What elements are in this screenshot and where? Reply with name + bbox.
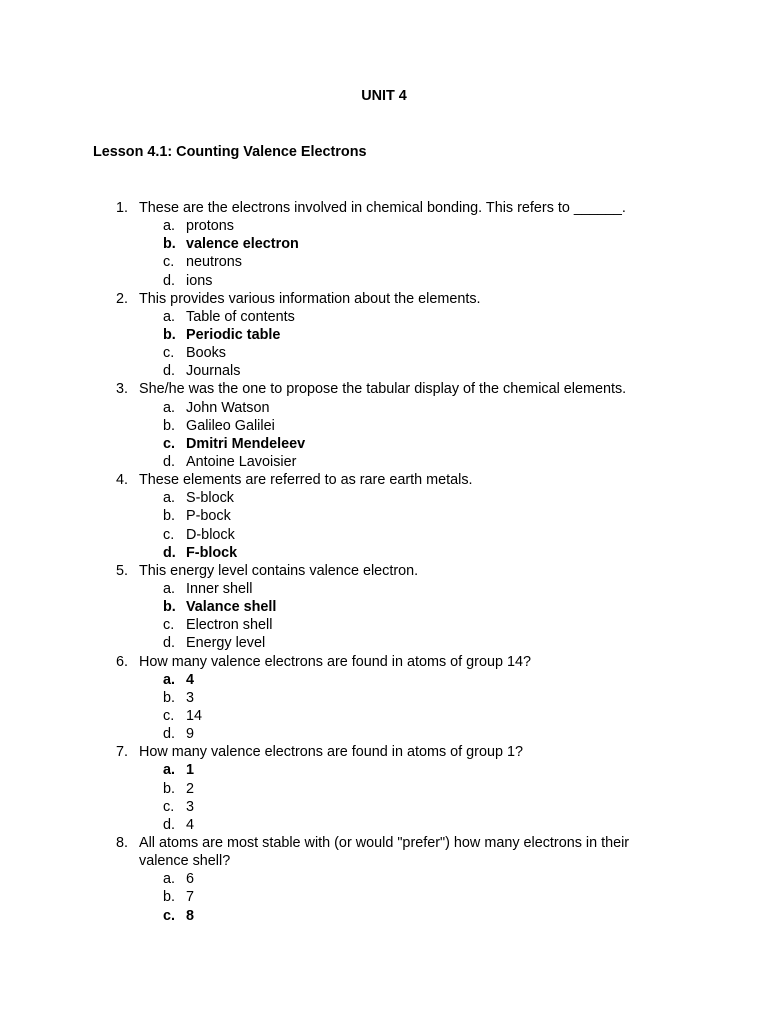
option-letter: a.	[163, 581, 176, 598]
option-letter: b.	[163, 599, 176, 616]
option-letter: b.	[163, 417, 176, 434]
option-letter: c.	[163, 708, 175, 725]
answer-option	[0, 725, 768, 743]
option-text: S-block	[186, 490, 234, 507]
option-text: D-block	[186, 526, 235, 543]
option-letter: a.	[163, 218, 176, 235]
question-number: 6.	[116, 653, 129, 670]
option-letter: c.	[163, 254, 175, 271]
option-text: 3	[186, 689, 195, 706]
answer-option	[0, 253, 768, 271]
lesson-title: Lesson 4.1: Counting Valence Electrons	[93, 144, 367, 160]
option-text: 7	[186, 889, 195, 906]
answer-option	[0, 217, 768, 235]
question-text: She/he was the one to propose the tabular display of the chemical elements.	[139, 381, 627, 398]
question-number: 3.	[116, 381, 129, 398]
option-text: neutrons	[186, 254, 243, 271]
answer-option	[0, 634, 768, 652]
option-letter: d.	[163, 272, 176, 289]
option-text: protons	[186, 218, 234, 235]
question-item	[0, 290, 768, 381]
option-letter: b.	[163, 780, 176, 797]
option-letter: a.	[163, 399, 176, 416]
question-item	[0, 199, 768, 290]
option-text: Valance shell	[186, 599, 277, 616]
option-letter: b.	[163, 236, 176, 253]
option-letter: d.	[163, 635, 176, 652]
question-item	[0, 834, 768, 925]
option-letter: c.	[163, 617, 175, 634]
answer-option	[0, 888, 768, 906]
answer-option	[0, 362, 768, 380]
question-text: These are the electrons involved in chemical bonding. This refers to ______.	[139, 200, 626, 216]
question-item	[0, 562, 768, 653]
option-text: 9	[186, 726, 195, 743]
question-item	[0, 380, 768, 471]
question-text: These elements are referred to as rare earth metals.	[139, 472, 473, 489]
option-text: 8	[186, 907, 195, 924]
answer-option-correct	[0, 598, 768, 616]
option-letter: c.	[163, 907, 176, 924]
question-number: 2.	[116, 290, 129, 307]
option-letter: a.	[163, 490, 176, 507]
answer-option	[0, 580, 768, 598]
option-text: 4	[186, 671, 195, 688]
option-text: 1	[186, 762, 195, 779]
answer-option-correct	[0, 671, 768, 689]
question-number: 5.	[116, 562, 129, 579]
answer-option	[0, 798, 768, 816]
question-item	[0, 743, 768, 834]
question-number: 4.	[116, 472, 129, 489]
option-text: John Watson	[186, 399, 270, 416]
option-letter: b.	[163, 689, 176, 706]
option-text: Inner shell	[186, 581, 253, 598]
answer-option	[0, 453, 768, 471]
question-text: This provides various information about the elements.	[139, 290, 481, 307]
question-number: 8.	[116, 835, 129, 852]
option-text: 4	[186, 816, 195, 833]
answer-option	[0, 417, 768, 435]
question-item	[0, 471, 768, 562]
option-letter: d.	[163, 544, 176, 561]
option-letter: a.	[163, 762, 176, 779]
option-letter: b.	[163, 508, 176, 525]
option-text: Antoine Lavoisier	[186, 454, 297, 471]
option-text: Galileo Galilei	[186, 417, 275, 434]
answer-option	[0, 780, 768, 798]
option-letter: d.	[163, 816, 176, 833]
answer-option	[0, 308, 768, 326]
option-text: F-block	[186, 544, 238, 561]
option-letter: b.	[163, 889, 176, 906]
option-letter: a.	[163, 308, 176, 325]
option-letter: a.	[163, 871, 176, 888]
question-item	[0, 653, 768, 744]
option-letter: b.	[163, 327, 176, 344]
option-text: Periodic table	[186, 327, 281, 344]
option-text: 6	[186, 871, 195, 888]
question-number: 7.	[116, 744, 129, 761]
answer-option	[0, 526, 768, 544]
option-letter: d.	[163, 454, 176, 471]
option-text: Books	[186, 345, 226, 362]
answer-option-correct	[0, 544, 768, 562]
option-text: Energy level	[186, 635, 266, 652]
option-letter: c.	[163, 435, 176, 452]
answer-option	[0, 816, 768, 834]
option-letter: c.	[163, 345, 175, 362]
option-text: Dmitri Mendeleev	[186, 435, 306, 452]
answer-option	[0, 489, 768, 507]
question-list	[0, 199, 768, 925]
option-letter: c.	[163, 526, 175, 543]
answer-option	[0, 616, 768, 634]
answer-option	[0, 399, 768, 417]
option-text: Table of contents	[186, 308, 295, 325]
answer-option-correct	[0, 907, 768, 925]
option-text: P-bock	[186, 508, 231, 525]
answer-option-correct	[0, 435, 768, 453]
option-letter: d.	[163, 726, 176, 743]
option-text: 2	[186, 780, 195, 797]
answer-option	[0, 344, 768, 362]
option-text: 14	[186, 708, 203, 725]
answer-option	[0, 870, 768, 888]
option-letter: a.	[163, 671, 176, 688]
question-text: This energy level contains valence electron.	[139, 562, 419, 579]
answer-option-correct	[0, 235, 768, 253]
unit-title: UNIT 4	[361, 88, 407, 104]
option-text: Electron shell	[186, 617, 273, 634]
option-text: ions	[186, 272, 213, 289]
question-text: How many valence electrons are found in atoms of group 14?	[139, 653, 531, 670]
answer-option	[0, 689, 768, 707]
option-text: 3	[186, 798, 195, 815]
question-number: 1.	[116, 200, 129, 216]
answer-option	[0, 507, 768, 525]
question-text: How many valence electrons are found in atoms of group 1?	[139, 744, 523, 761]
answer-option	[0, 707, 768, 725]
option-text: valence electron	[186, 236, 299, 253]
answer-option	[0, 272, 768, 290]
answer-option-correct	[0, 326, 768, 344]
option-text: Journals	[186, 363, 241, 380]
option-letter: c.	[163, 798, 175, 815]
option-letter: d.	[163, 363, 176, 380]
answer-option-correct	[0, 761, 768, 779]
question-text: All atoms are most stable with (or would "prefer") how many electrons in their valence shell?	[139, 835, 630, 870]
